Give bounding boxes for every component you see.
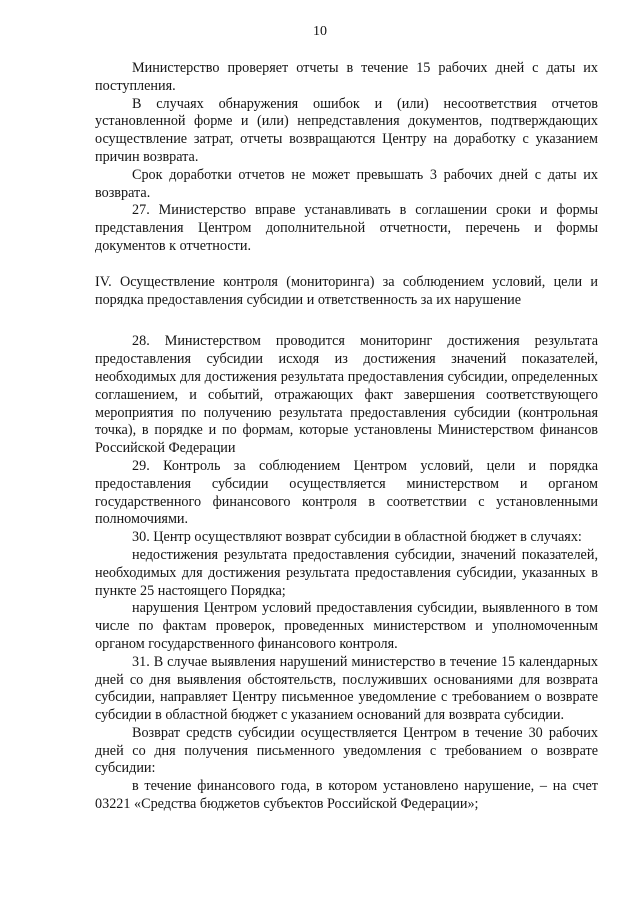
paragraph: 28. Министерством проводится мониторинг достижения результата предоставления субсидии исходя из достижения значений показателей, необходимых для достижения результата предоставления субсидии, определенных соглашением, и событий, отражающих факт завершения соответствующего мероприятия по получению результата предоставления субсидии (контрольная точка), в порядке и по формам, которые установлены Министерством финансов Российской Федерации: [95, 333, 598, 457]
page-number: 10: [313, 24, 327, 39]
spacer: [95, 256, 598, 274]
paragraph: Срок доработки отчетов не может превышать 3 рабочих дней с даты их возврата.: [95, 166, 598, 201]
paragraph: недостижения результата предоставления субсидии, значений показателей, необходимых для достижения результата предоставления субсидии, указанных в пункте 25 настоящего Порядка;: [95, 546, 598, 599]
paragraph: В случаях обнаружения ошибок и (или) несоответствия отчетов установленной форме и (или) непредставления документов, подтверждающих осуществление затрат, отчеты возвращаются Центру на доработку с указанием причин возврата.: [95, 95, 598, 165]
paragraph: 30. Центр осуществляют возврат субсидии в областной бюджет в случаях:: [132, 529, 582, 546]
section-heading: IV. Осуществление контроля (мониторинга) за соблюдением условий, цели и порядка предоставления субсидии и ответственность за их нарушение: [95, 273, 598, 308]
paragraph: 29. Контроль за соблюдением Центром условий, цели и порядка предоставления субсидии осуществляется министерством и органом государственного финансового контроля в соответствии с установленными полномочиями.: [95, 457, 598, 528]
paragraph: Возврат средств субсидии осуществляется Центром в течение 30 рабочих дней со дня получения письменного уведомления с требованием о возврате субсидии:: [95, 724, 598, 777]
paragraph: в течение финансового года, в котором установлено нарушение, – на счет 03221 «Средства бюджетов субъектов Российской Федерации»;: [95, 778, 598, 813]
paragraph: Министерство проверяет отчеты в течение 15 рабочих дней с даты их поступления.: [95, 60, 598, 94]
paragraph: 27. Министерство вправе устанавливать в соглашении сроки и формы представления Центром дополнительной отчетности, перечень и формы документов к отчетности.: [95, 202, 598, 254]
paragraph: 31. В случае выявления нарушений министерство в течение 15 календарных дней со дня выявления обстоятельств, послуживших основаниями для возврата субсидии, направляет Центру письменное уведомление с требованием о возврате субсидии в областной бюджет с указанием оснований для возврата субсидии.: [95, 653, 598, 724]
document-body: [95, 60, 598, 814]
spacer: [95, 309, 598, 333]
paragraph: нарушения Центром условий предоставления субсидии, выявленного в том числе по фактам проверок, проведенных министерством и уполномоченным органом государственного финансового контроля.: [95, 600, 598, 652]
